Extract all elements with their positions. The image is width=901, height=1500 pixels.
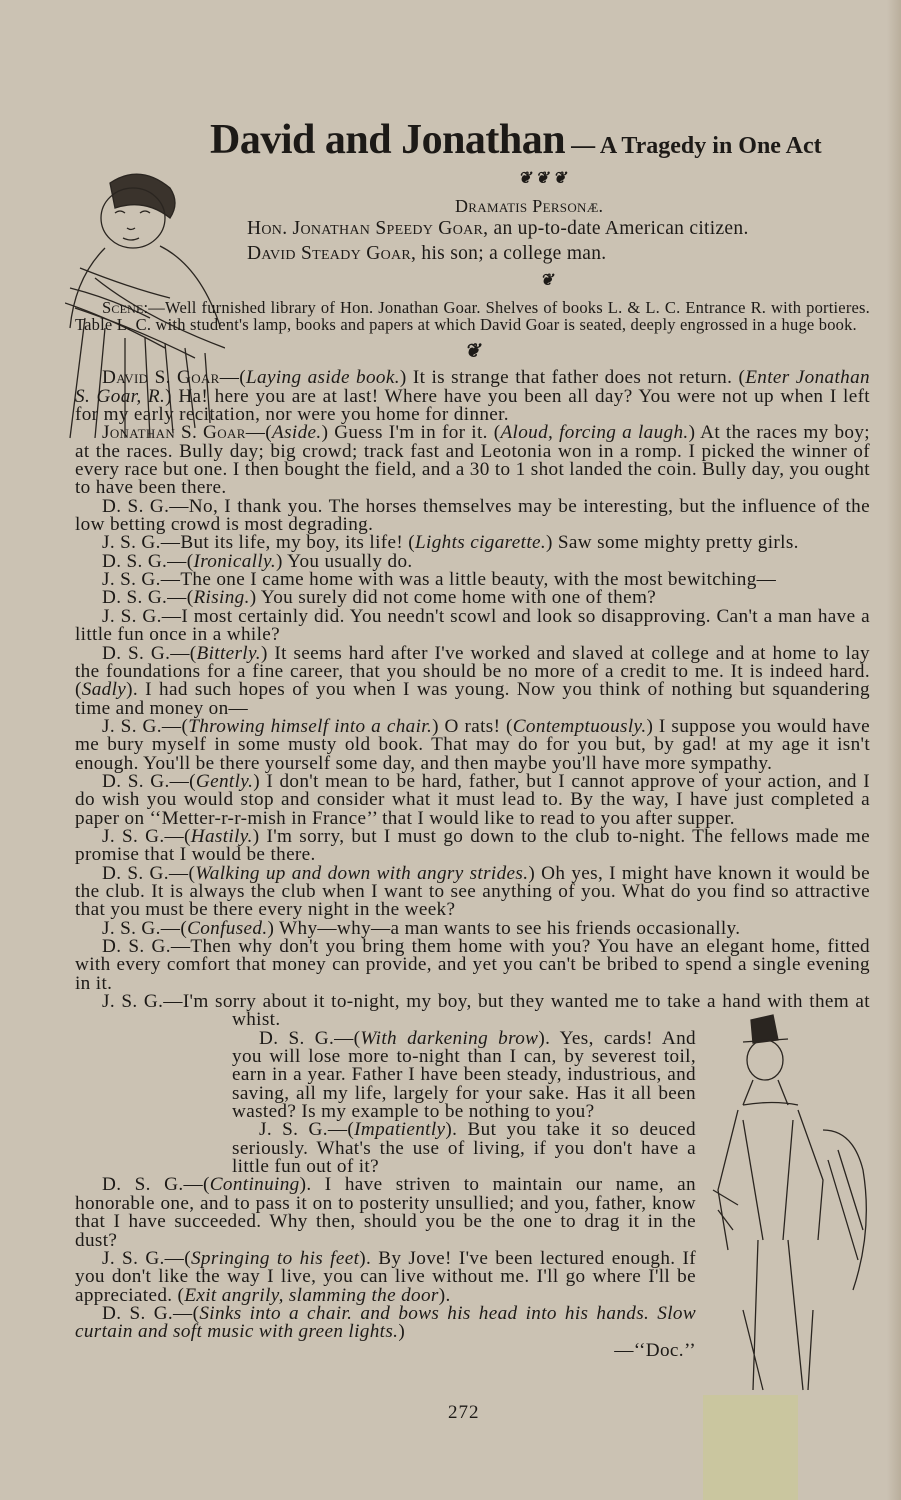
dialogue-text: D. S. G.—( (102, 587, 194, 609)
dialogue-paragraph (75, 862, 870, 921)
dialogue-text: J. S. G.—I'm sorry about it to-night, my boy, but they wanted me to take a hand with them at whist. (102, 991, 870, 1031)
dialogue-text: ) Oh yes, I might have known it would be the club. It is always the club when I want to see anything of you. What do you find so attractive that you must be there every night in the week? (75, 862, 870, 921)
dialogue-text: ) (398, 1321, 406, 1343)
dialogue-paragraph (75, 369, 870, 424)
dialogue-text: ) You usually do. (276, 550, 413, 572)
stage-direction: Ironically. (193, 550, 276, 572)
stage-direction: Impatiently (354, 1119, 446, 1141)
scene-description (75, 300, 870, 333)
dialogue-text: ). (438, 1284, 451, 1306)
dialogue-text: ) Ha! here you are at last! Where have you been all day? You were not up when I left for my early recitation, nor were you home for dinner. (75, 385, 870, 426)
dialogue-text: J. S. G.—I most certainly did. You needn't scowl and look so disapproving. Can't a man have a little fun once in a while? (75, 605, 870, 646)
stage-direction: Lights cigarette. (415, 532, 547, 554)
dialogue-paragraph (75, 770, 870, 829)
stage-direction: Throwing himself into a chair. (188, 715, 433, 737)
dialogue-text: ) I'm sorry, but I must go down to the club to-night. The fellows made me promise that I would be there. (75, 825, 870, 866)
dialogue-text: ) You surely did not come home with one of them? (249, 587, 657, 609)
dialogue-text: ) At the races my boy; at the races. Bully day; big crowd; track fast and Leotonia won in a romp. I picked the winner of every race but one. I then bought the field, and a 30 to 1 shot landed the coin. Bully day, you ought to have been there. (75, 422, 870, 499)
dialogue-text: ) O rats! ( (432, 715, 513, 737)
dialogue-text: J. S. G.—( (259, 1119, 355, 1141)
stage-direction: Walking up and down with angry strides. (195, 862, 529, 884)
dialogue-text: ). I have striven to maintain our name, an honorable one, and to pass it on to posterity unsullied; and you, father, know that I have succeeded. Why then, should you be the one to drag it in the dust? (75, 1174, 696, 1251)
character-desc: , an up-to-date American citizen. (483, 218, 749, 239)
dialogue-paragraph (75, 642, 870, 719)
ornament-divider: ❦ (464, 341, 481, 362)
speaker-name: Jonathan S. Goar (102, 422, 246, 444)
dialogue-text: J. S. G.—( (102, 1247, 191, 1269)
dialogue-text: ). But you take it so deuced seriously. What's the use of living, if you don't have a little fun out of it? (232, 1119, 696, 1178)
character-name: Hon. Jonathan Speedy Goar (247, 218, 484, 239)
page-number: 272 (448, 1402, 480, 1423)
paper-stain (703, 1395, 798, 1500)
stage-direction: Bitterly. (196, 642, 261, 664)
stage-direction: Rising. (193, 587, 250, 609)
dialogue-paragraph (75, 825, 870, 866)
stage-direction: Springing to his feet (190, 1247, 360, 1269)
right-illustration-space (702, 1012, 870, 1407)
dialogue-text: ) I don't mean to be hard, father, but I cannot approve of your action, and I do wish you would stop and consider what it must lead to. By the way, I have just completed a paper on ‘‘Metter-r-r-mish in France’’ that I would like to read to you after supper. (75, 770, 870, 829)
stage-direction: Sadly (81, 679, 127, 701)
left-illustration-space (75, 1012, 230, 1172)
ornament-single: ❦ (540, 272, 554, 289)
dialogue-text: J. S. G.—( (102, 917, 188, 939)
dialogue-text: D. S. G.—( (102, 1302, 200, 1324)
dialogue-text: ) Guess I'm in for it. ( (321, 422, 501, 444)
stage-direction: Enter Jonathan S. Goar, R. (75, 367, 870, 407)
dialogue-text: D. S. G.—( (259, 1027, 361, 1049)
dialogue-text: ) It is strange that father does not return. ( (399, 367, 746, 389)
stage-direction: Laying aside book. (245, 367, 400, 389)
dialogue-text: ) I suppose you would have me bury myself in some musty old book. That may do for you but, by gad! at my age it isn't enough. You'll be there yourself some day, and then maybe you'll have more sympathy. (75, 715, 870, 774)
dialogue-text: D. S. G.—( (102, 550, 194, 572)
stage-direction: With darkening brow (360, 1027, 539, 1049)
dialogue-text: D. S. G.—( (102, 862, 196, 884)
dialogue-text: J. S. G.—( (102, 715, 189, 737)
dialogue-paragraph (75, 495, 870, 536)
stage-direction: Aloud, forcing a laugh. (500, 422, 689, 444)
dialogue-text: J. S. G.—( (102, 825, 191, 847)
dialogue-paragraph (75, 605, 870, 646)
dialogue-text: ) Saw some mighty pretty girls. (546, 532, 799, 554)
stage-direction: Contemptuously. (512, 715, 647, 737)
dialogue-text: ). By Jove! I've been lectured enough. If you don't like the way I live, you can live without me. I'll go where I'll be appreciated. ( (75, 1247, 697, 1306)
title-main: David and Jonathan (210, 117, 566, 163)
dialogue-text: :—Well furnished library of Hon. Jonathan Goar. Shelves of books L. & L. C. Entrance R. with portieres. Table L. C. with student's lamp, books and papers at which David Goar is seated, deeply engrossed in a huge book. (75, 298, 870, 334)
stage-direction: Hastily. (190, 825, 253, 847)
play-text (75, 300, 870, 1407)
page-title (210, 116, 880, 164)
character-desc: , his son; a college man. (411, 243, 607, 264)
dialogue-paragraph (75, 424, 870, 497)
stage-direction: Aside. (272, 422, 322, 444)
dramatis-heading (455, 196, 855, 217)
title-subtitle: — A Tragedy in One Act (571, 133, 822, 159)
dialogue-text: D. S. G.—( (102, 642, 197, 664)
dialogue-text: D. S. G.—Then why don't you bring them home with you? You have an elegant home, fitted with every comfort that money can provide, and yet you can't be bribed to spend a single evening in it. (75, 936, 870, 994)
dialogue-text: D. S. G.—( (102, 1174, 210, 1196)
character-name: David Steady Goar (247, 243, 412, 264)
dialogue-text: ) Why—why—a man wants to see his friends occasionally. (267, 917, 741, 939)
dialogue-text: J. S. G.—But its life, my boy, its life! ( (102, 532, 415, 554)
dialogue-text: ). Yes, cards! And you will lose more to-night than I can, by severest toil, earn in a year. Father I have been steady, industrious, and saving, all my life, largely for your sake. Has it all been wasted? Is my example to be nothing to you? (232, 1027, 696, 1123)
character-david (247, 243, 867, 265)
dialogue-text: —( (245, 422, 273, 444)
ornament: ❦ ❦ ❦ (518, 170, 567, 187)
character-jonathan (247, 218, 867, 240)
dialogue-text: J. S. G.—The one I came home with was a little beauty, with the most bewitching— (102, 569, 777, 591)
stage-direction: Sinks into a chair. and bows his head into his hands. Slow curtain and soft music with green lights. (75, 1302, 696, 1343)
speaker-name: David S. Goar (102, 367, 220, 389)
stage-direction: Gently. (195, 770, 254, 792)
author-signature: —‘‘Doc.’’ (614, 1339, 696, 1361)
stage-direction: Continuing (209, 1174, 300, 1196)
dialogue-text: ). I had such hopes of you when I was young. Now you think of nothing but squandering time and money on— (75, 679, 870, 719)
stage-direction: Exit angrily, slamming the door (184, 1284, 439, 1306)
page-edge (887, 0, 901, 1500)
dialogue-text: D. S. G.—( (102, 770, 196, 792)
dialogue-text: ) It seems hard after I've worked and slaved at college and at home to lay the foundations for a fine career, that you should be no more of a credit to me. It is indeed hard. ( (75, 642, 870, 701)
speaker-name: Scene (102, 298, 144, 317)
dialogue-paragraph (75, 715, 870, 774)
dialogue-text: —( (219, 367, 246, 389)
heading-text: Dramatis Personæ. (455, 196, 604, 216)
dialogue-text: D. S. G.—No, I thank you. The horses themselves may be interesting, but the influence of the low betting crowd is most degrading. (75, 495, 870, 536)
dialogue-paragraph (75, 938, 870, 993)
stage-direction: Confused. (187, 917, 268, 939)
